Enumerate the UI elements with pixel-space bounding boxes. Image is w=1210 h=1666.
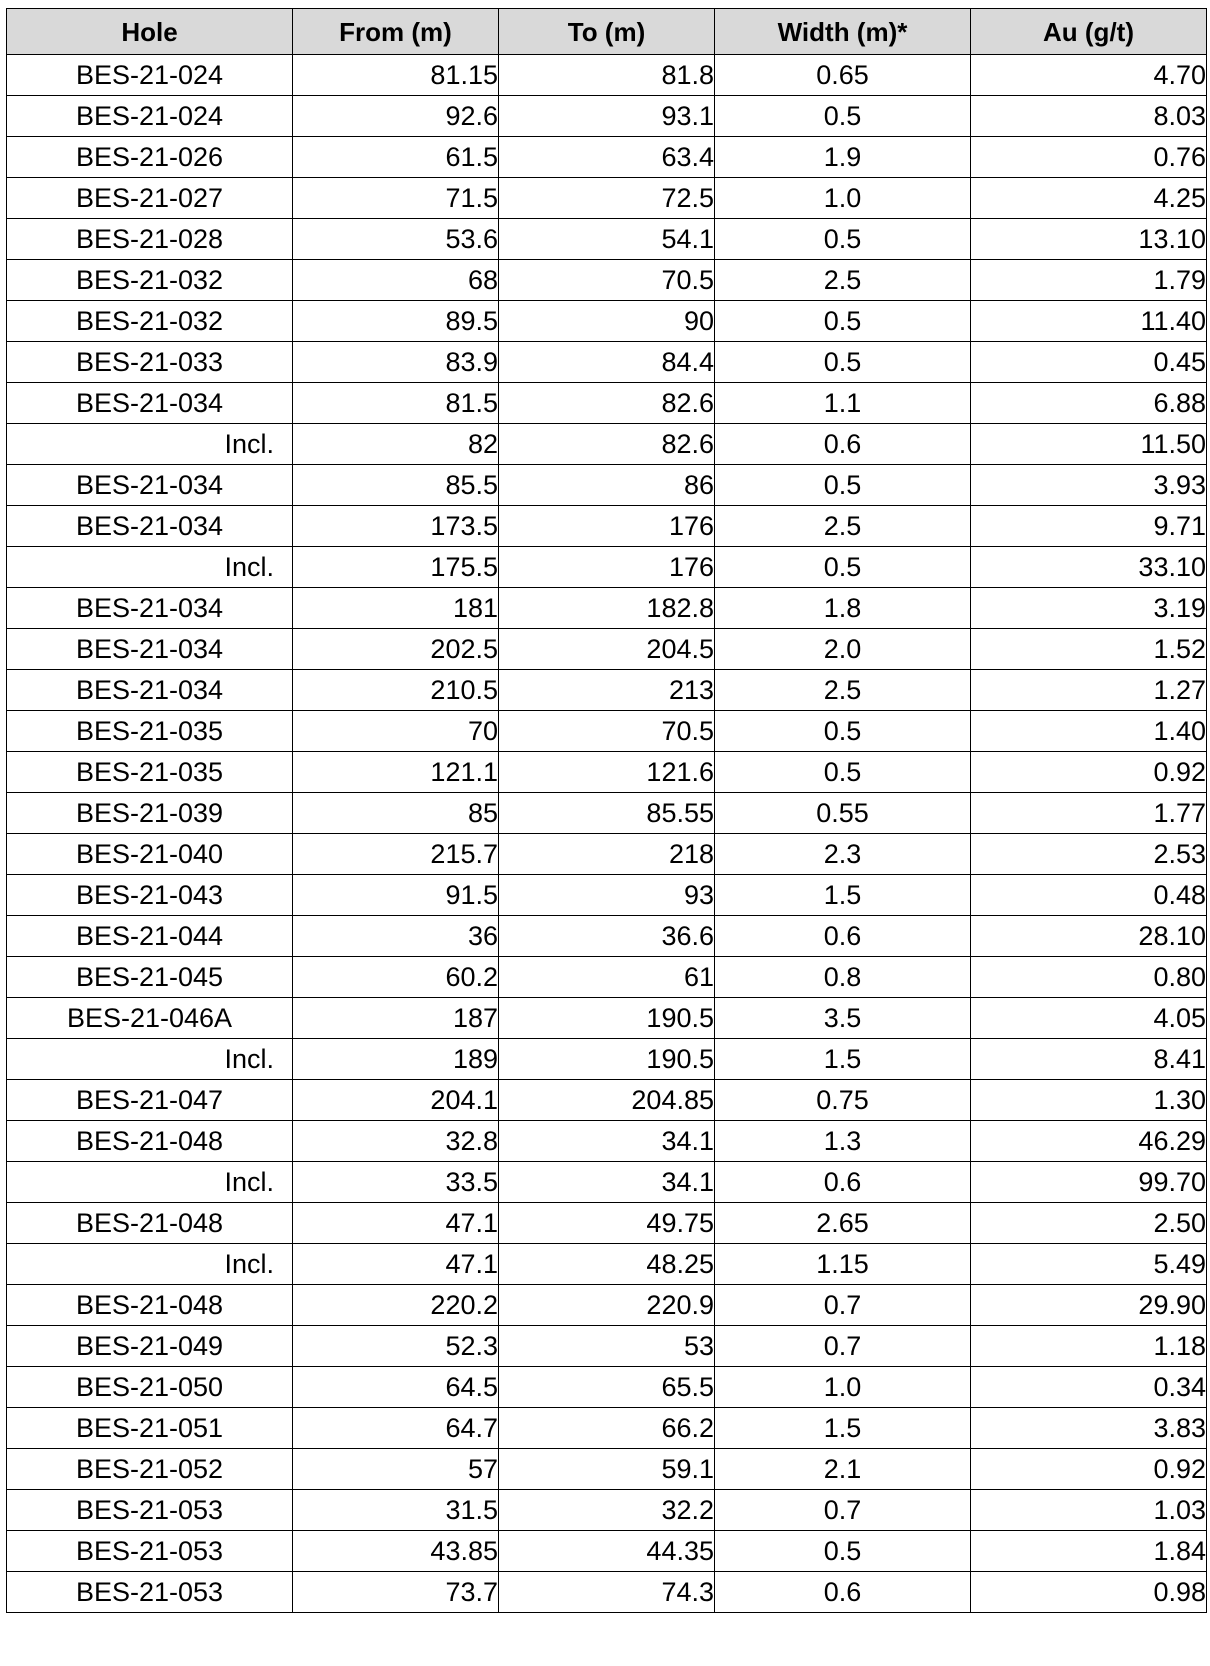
header-au: Au (g/t) [971,9,1207,55]
cell-hole: BES-21-039 [7,793,293,834]
cell-au: 1.18 [971,1326,1207,1367]
cell-width: 1.1 [715,383,971,424]
table-row [7,342,1207,383]
cell-hole: BES-21-044 [7,916,293,957]
table-row [7,1244,1207,1285]
cell-au: 8.41 [971,1039,1207,1080]
table-body [7,55,1207,1613]
cell-hole: BES-21-053 [7,1490,293,1531]
cell-to: 54.1 [499,219,715,260]
cell-hole: BES-21-050 [7,1367,293,1408]
cell-width: 1.5 [715,1039,971,1080]
cell-au: 0.80 [971,957,1207,998]
cell-au: 2.53 [971,834,1207,875]
cell-to: 34.1 [499,1162,715,1203]
cell-width: 0.6 [715,1162,971,1203]
cell-from: 91.5 [293,875,499,916]
cell-width: 0.5 [715,96,971,137]
cell-width: 1.8 [715,588,971,629]
cell-width: 3.5 [715,998,971,1039]
cell-width: 2.65 [715,1203,971,1244]
cell-to: 34.1 [499,1121,715,1162]
cell-hole: BES-21-024 [7,96,293,137]
header-row [7,9,1207,55]
cell-width: 0.5 [715,342,971,383]
cell-to: 204.5 [499,629,715,670]
cell-from: 81.15 [293,55,499,96]
cell-hole: BES-21-032 [7,260,293,301]
cell-hole: BES-21-047 [7,1080,293,1121]
cell-from: 61.5 [293,137,499,178]
cell-au: 11.40 [971,301,1207,342]
cell-hole: BES-21-046A [7,998,293,1039]
table-row [7,1408,1207,1449]
cell-from: 71.5 [293,178,499,219]
header-hole: Hole [7,9,293,55]
table-row [7,1285,1207,1326]
cell-to: 70.5 [499,260,715,301]
cell-au: 1.52 [971,629,1207,670]
cell-au: 0.48 [971,875,1207,916]
table-row [7,998,1207,1039]
cell-to: 82.6 [499,383,715,424]
cell-hole: Incl. [7,547,293,588]
cell-au: 29.90 [971,1285,1207,1326]
cell-width: 2.5 [715,506,971,547]
cell-to: 65.5 [499,1367,715,1408]
cell-au: 0.92 [971,1449,1207,1490]
cell-hole: BES-21-048 [7,1285,293,1326]
cell-hole: BES-21-049 [7,1326,293,1367]
table-row [7,1572,1207,1613]
cell-au: 3.19 [971,588,1207,629]
cell-hole: BES-21-032 [7,301,293,342]
cell-hole: Incl. [7,1162,293,1203]
table-row [7,1203,1207,1244]
cell-to: 93 [499,875,715,916]
cell-au: 33.10 [971,547,1207,588]
cell-hole: BES-21-040 [7,834,293,875]
cell-hole: BES-21-043 [7,875,293,916]
table-row [7,629,1207,670]
cell-hole: BES-21-053 [7,1531,293,1572]
cell-width: 0.5 [715,752,971,793]
header-from: From (m) [293,9,499,55]
cell-to: 218 [499,834,715,875]
cell-au: 3.93 [971,465,1207,506]
cell-to: 53 [499,1326,715,1367]
cell-hole: BES-21-034 [7,588,293,629]
cell-from: 215.7 [293,834,499,875]
cell-width: 0.65 [715,55,971,96]
cell-au: 13.10 [971,219,1207,260]
cell-au: 28.10 [971,916,1207,957]
cell-from: 36 [293,916,499,957]
header-to: To (m) [499,9,715,55]
cell-au: 1.77 [971,793,1207,834]
cell-from: 189 [293,1039,499,1080]
cell-au: 2.50 [971,1203,1207,1244]
cell-to: 32.2 [499,1490,715,1531]
cell-from: 73.7 [293,1572,499,1613]
cell-au: 11.50 [971,424,1207,465]
table-row [7,178,1207,219]
cell-hole: Incl. [7,1244,293,1285]
cell-hole: BES-21-052 [7,1449,293,1490]
cell-to: 204.85 [499,1080,715,1121]
cell-from: 83.9 [293,342,499,383]
cell-from: 85.5 [293,465,499,506]
cell-to: 81.8 [499,55,715,96]
cell-from: 32.8 [293,1121,499,1162]
cell-hole: Incl. [7,1039,293,1080]
cell-au: 9.71 [971,506,1207,547]
cell-au: 5.49 [971,1244,1207,1285]
cell-hole: BES-21-034 [7,629,293,670]
cell-width: 0.55 [715,793,971,834]
cell-to: 86 [499,465,715,506]
table-row [7,1490,1207,1531]
cell-from: 70 [293,711,499,752]
cell-to: 84.4 [499,342,715,383]
cell-from: 57 [293,1449,499,1490]
cell-width: 1.5 [715,1408,971,1449]
cell-au: 8.03 [971,96,1207,137]
cell-to: 59.1 [499,1449,715,1490]
cell-from: 31.5 [293,1490,499,1531]
table-row [7,1121,1207,1162]
cell-to: 70.5 [499,711,715,752]
cell-au: 0.34 [971,1367,1207,1408]
cell-from: 47.1 [293,1203,499,1244]
cell-from: 33.5 [293,1162,499,1203]
cell-au: 46.29 [971,1121,1207,1162]
cell-au: 4.70 [971,55,1207,96]
cell-width: 1.3 [715,1121,971,1162]
table-row [7,301,1207,342]
cell-width: 0.5 [715,219,971,260]
cell-hole: BES-21-034 [7,670,293,711]
cell-hole: BES-21-053 [7,1572,293,1613]
cell-to: 213 [499,670,715,711]
cell-from: 43.85 [293,1531,499,1572]
cell-hole: BES-21-051 [7,1408,293,1449]
table-row [7,670,1207,711]
cell-from: 82 [293,424,499,465]
table-row [7,465,1207,506]
table-row [7,711,1207,752]
cell-from: 64.7 [293,1408,499,1449]
cell-au: 1.03 [971,1490,1207,1531]
cell-au: 0.92 [971,752,1207,793]
cell-au: 1.40 [971,711,1207,752]
cell-hole: BES-21-035 [7,752,293,793]
table-row [7,547,1207,588]
cell-width: 0.5 [715,301,971,342]
cell-from: 68 [293,260,499,301]
cell-au: 3.83 [971,1408,1207,1449]
cell-au: 1.27 [971,670,1207,711]
cell-width: 2.5 [715,670,971,711]
cell-hole: BES-21-034 [7,465,293,506]
cell-au: 99.70 [971,1162,1207,1203]
cell-from: 220.2 [293,1285,499,1326]
cell-width: 2.3 [715,834,971,875]
cell-to: 176 [499,547,715,588]
table-row [7,219,1207,260]
cell-au: 1.30 [971,1080,1207,1121]
assay-results-table [6,8,1207,1613]
cell-from: 187 [293,998,499,1039]
cell-hole: BES-21-033 [7,342,293,383]
cell-to: 190.5 [499,998,715,1039]
cell-width: 2.5 [715,260,971,301]
cell-to: 74.3 [499,1572,715,1613]
cell-to: 182.8 [499,588,715,629]
cell-from: 210.5 [293,670,499,711]
cell-hole: BES-21-026 [7,137,293,178]
cell-width: 0.5 [715,465,971,506]
cell-hole: BES-21-045 [7,957,293,998]
cell-to: 176 [499,506,715,547]
table-row [7,1162,1207,1203]
table-row [7,588,1207,629]
table-row [7,424,1207,465]
cell-hole: BES-21-034 [7,383,293,424]
cell-width: 0.6 [715,1572,971,1613]
cell-width: 0.7 [715,1326,971,1367]
table-row [7,55,1207,96]
cell-hole: Incl. [7,424,293,465]
table-row [7,916,1207,957]
cell-width: 0.5 [715,547,971,588]
cell-to: 72.5 [499,178,715,219]
cell-from: 52.3 [293,1326,499,1367]
table-header [7,9,1207,55]
cell-to: 63.4 [499,137,715,178]
cell-to: 36.6 [499,916,715,957]
cell-hole: BES-21-035 [7,711,293,752]
cell-width: 2.0 [715,629,971,670]
table-row [7,875,1207,916]
cell-width: 1.15 [715,1244,971,1285]
cell-from: 181 [293,588,499,629]
cell-hole: BES-21-048 [7,1121,293,1162]
cell-from: 53.6 [293,219,499,260]
cell-width: 0.7 [715,1490,971,1531]
cell-au: 1.84 [971,1531,1207,1572]
cell-to: 190.5 [499,1039,715,1080]
cell-from: 81.5 [293,383,499,424]
table-row [7,1326,1207,1367]
table-row [7,383,1207,424]
cell-au: 0.45 [971,342,1207,383]
cell-from: 175.5 [293,547,499,588]
cell-hole: BES-21-048 [7,1203,293,1244]
cell-from: 204.1 [293,1080,499,1121]
table-row [7,1039,1207,1080]
cell-to: 121.6 [499,752,715,793]
cell-to: 49.75 [499,1203,715,1244]
cell-hole: BES-21-028 [7,219,293,260]
cell-from: 47.1 [293,1244,499,1285]
cell-width: 0.5 [715,711,971,752]
cell-width: 1.5 [715,875,971,916]
cell-width: 0.5 [715,1531,971,1572]
cell-from: 202.5 [293,629,499,670]
cell-to: 85.55 [499,793,715,834]
table-row [7,752,1207,793]
cell-from: 64.5 [293,1367,499,1408]
cell-from: 173.5 [293,506,499,547]
cell-to: 61 [499,957,715,998]
cell-au: 1.79 [971,260,1207,301]
cell-from: 92.6 [293,96,499,137]
table-row [7,137,1207,178]
table-row [7,1367,1207,1408]
cell-from: 60.2 [293,957,499,998]
table-row [7,260,1207,301]
cell-to: 48.25 [499,1244,715,1285]
cell-au: 4.05 [971,998,1207,1039]
table-row [7,96,1207,137]
cell-width: 1.0 [715,178,971,219]
cell-from: 89.5 [293,301,499,342]
table-row [7,1449,1207,1490]
cell-width: 2.1 [715,1449,971,1490]
cell-width: 1.0 [715,1367,971,1408]
table-row [7,506,1207,547]
cell-au: 4.25 [971,178,1207,219]
cell-width: 1.9 [715,137,971,178]
cell-to: 220.9 [499,1285,715,1326]
cell-from: 85 [293,793,499,834]
cell-au: 0.98 [971,1572,1207,1613]
cell-from: 121.1 [293,752,499,793]
table-row [7,1080,1207,1121]
cell-width: 0.8 [715,957,971,998]
cell-hole: BES-21-027 [7,178,293,219]
cell-hole: BES-21-034 [7,506,293,547]
table-row [7,793,1207,834]
cell-hole: BES-21-024 [7,55,293,96]
cell-width: 0.6 [715,424,971,465]
table-row [7,957,1207,998]
table-row [7,1531,1207,1572]
header-width: Width (m)* [715,9,971,55]
cell-to: 66.2 [499,1408,715,1449]
assay-results-table-container [6,8,1206,1613]
cell-width: 0.6 [715,916,971,957]
cell-to: 93.1 [499,96,715,137]
cell-to: 82.6 [499,424,715,465]
cell-to: 44.35 [499,1531,715,1572]
cell-width: 0.75 [715,1080,971,1121]
cell-width: 0.7 [715,1285,971,1326]
cell-to: 90 [499,301,715,342]
cell-au: 6.88 [971,383,1207,424]
cell-au: 0.76 [971,137,1207,178]
table-row [7,834,1207,875]
